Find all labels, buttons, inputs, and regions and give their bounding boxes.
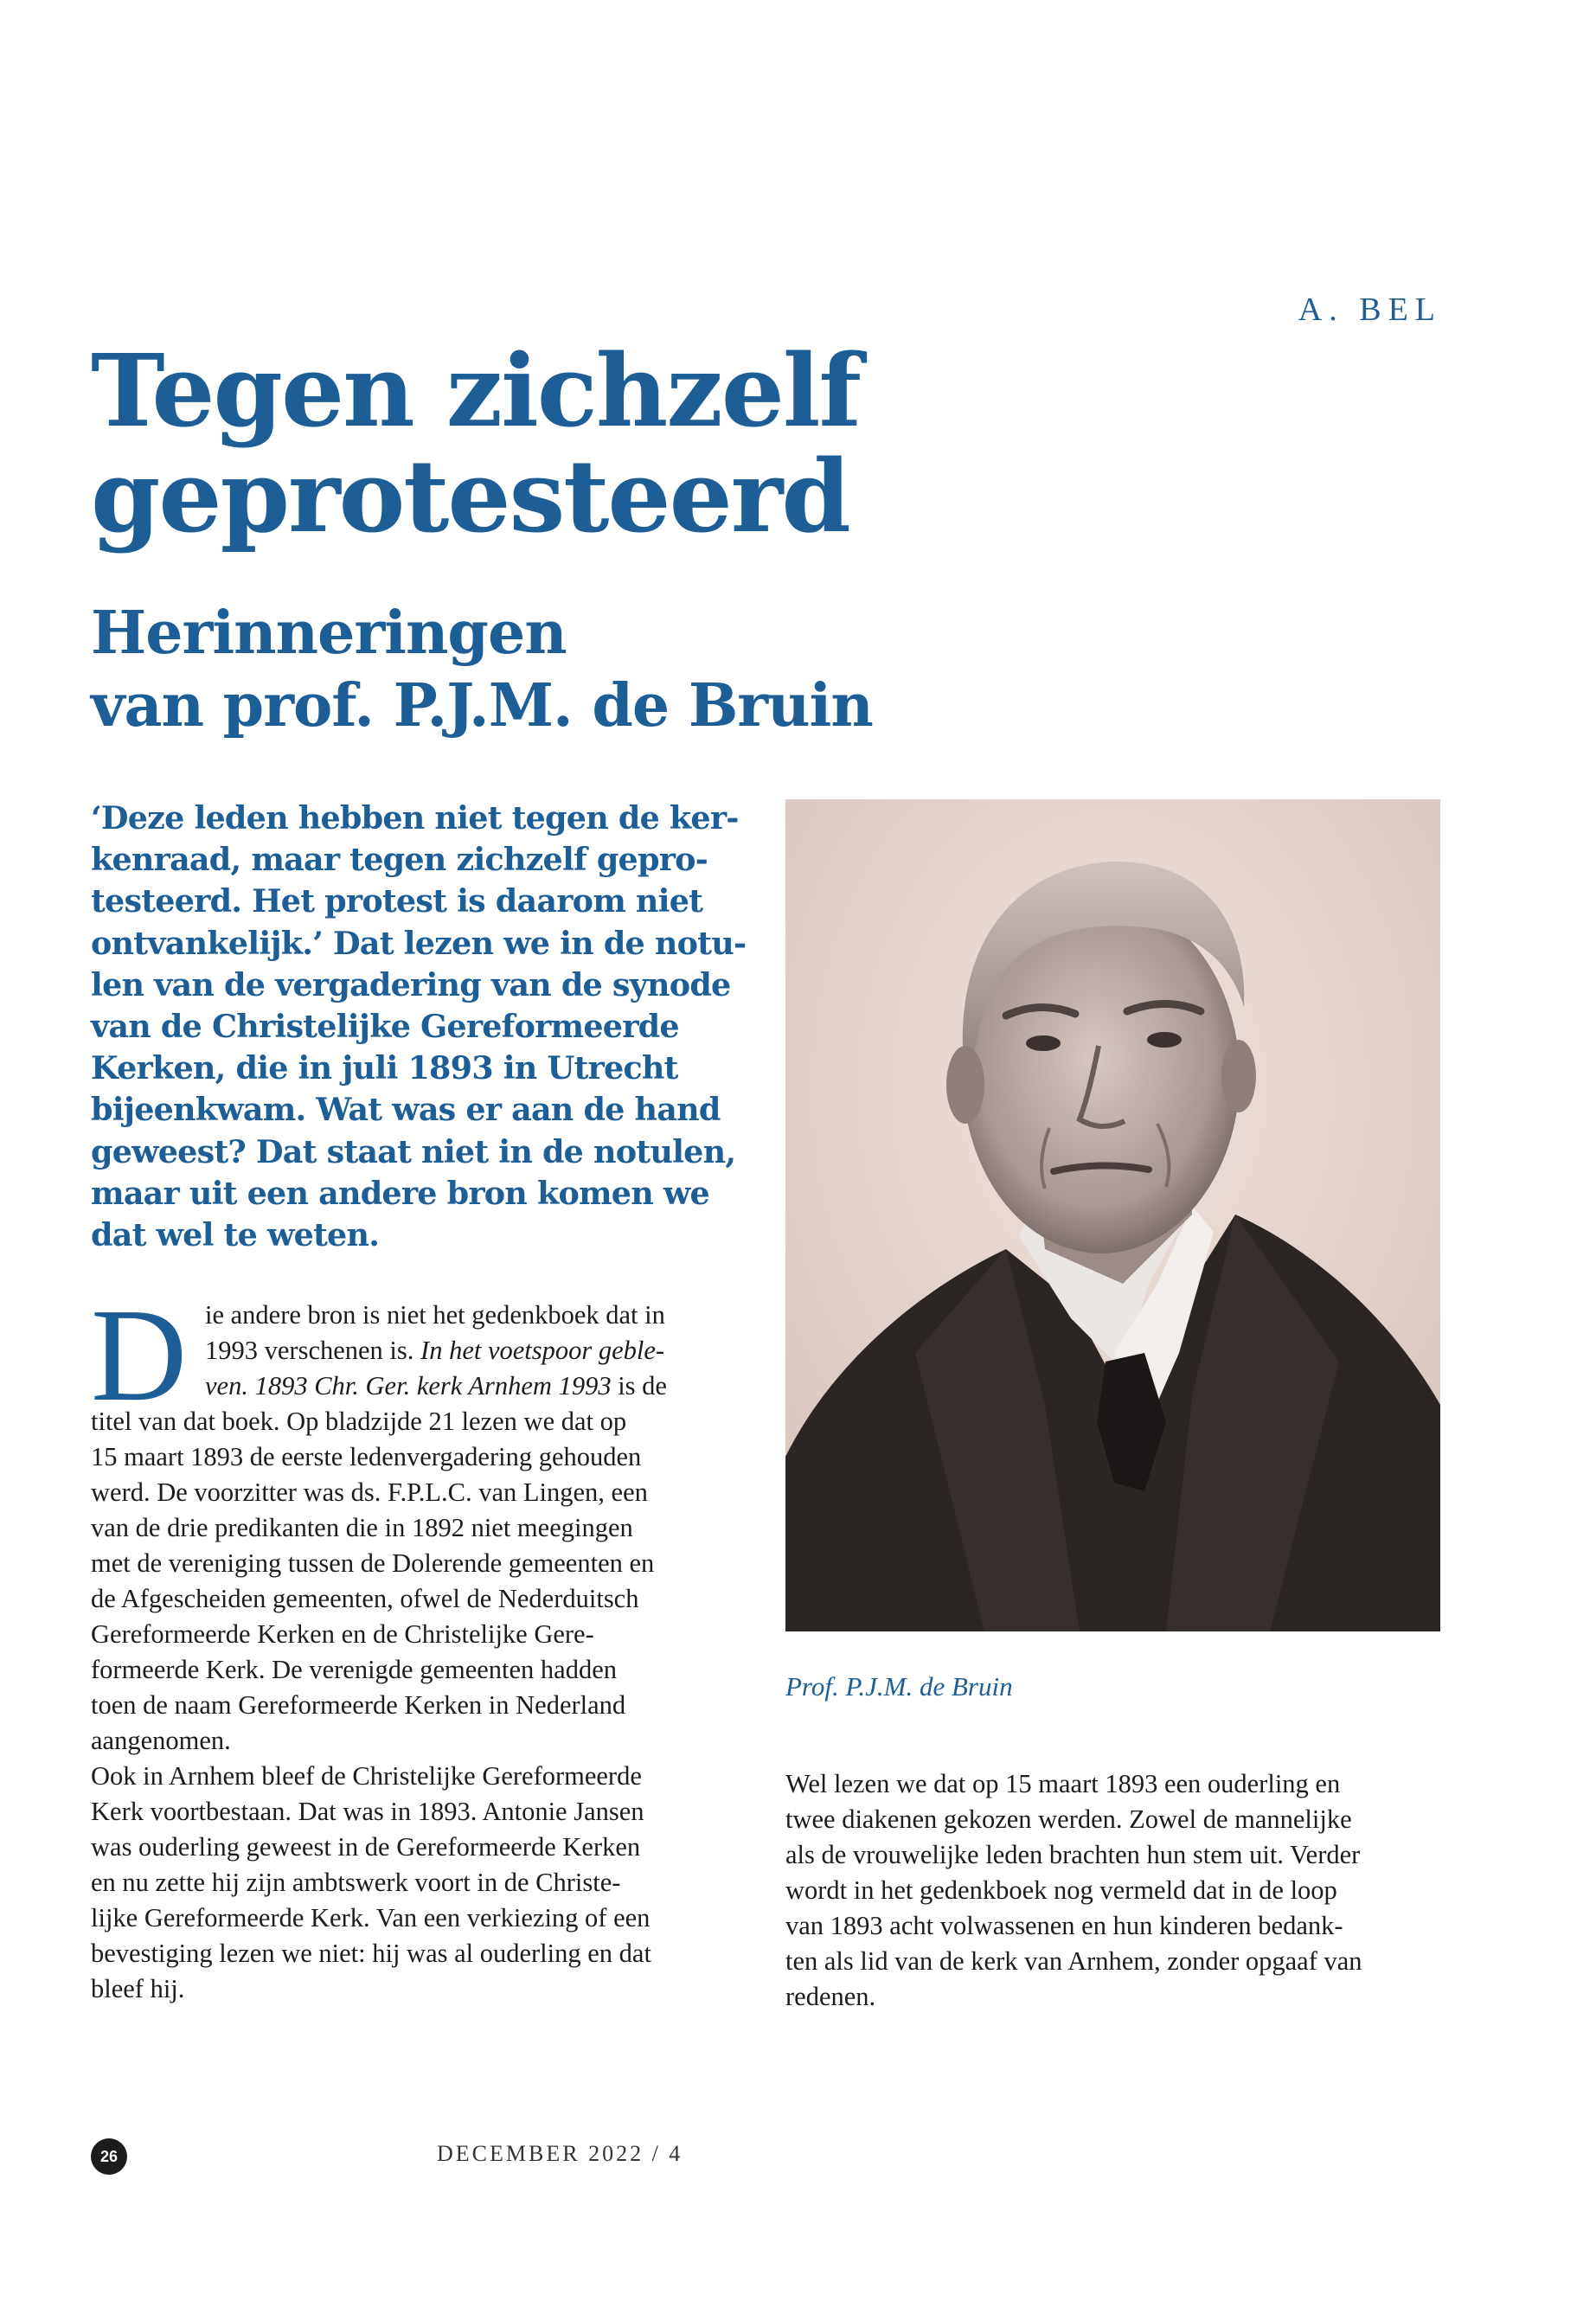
lead-paragraph xyxy=(91,798,748,1256)
title-line-2: geprotesteerd xyxy=(91,439,849,555)
article-subtitle xyxy=(91,597,1129,742)
body-line: redenen. xyxy=(785,1982,876,2011)
issue-label: DECEMBER 2022 / 4 xyxy=(437,2141,683,2166)
body-paragraph-2 xyxy=(91,1759,748,2007)
body-line: titel van dat boek. Op bladzijde 21 lezen we dat op xyxy=(91,1407,627,1436)
body-paragraph-1 xyxy=(91,1298,748,1759)
subtitle-line-2: van prof. P.J.M. de Bruin xyxy=(91,671,873,740)
body-text: is de xyxy=(618,1371,667,1400)
lead-line: Kerken, die in juli 1893 in Utrecht xyxy=(91,1049,678,1087)
portrait-photo xyxy=(785,799,1440,1631)
body-line: wordt in het gedenkboek nog vermeld dat in de loop xyxy=(785,1875,1337,1905)
body-line: 15 maart 1893 de eerste ledenvergadering gehouden xyxy=(91,1442,642,1471)
body-line: ie andere bron is niet het gedenkboek dat in xyxy=(205,1300,665,1330)
body-line: en nu zette hij zijn ambtswerk voort in de Christe- xyxy=(91,1868,621,1897)
title-line-1: Tegen zichzelf xyxy=(91,333,861,450)
body-line: van de drie predikanten die in 1892 niet meegingen xyxy=(91,1513,633,1542)
body-line: werd. De voorzitter was ds. F.P.L.C. van Lingen, een xyxy=(91,1477,648,1507)
lead-line: len van de vergadering van de synode xyxy=(91,965,731,1003)
subtitle-line-1: Herinneringen xyxy=(91,599,567,668)
body-line: de Afgescheiden gemeenten, ofwel de Nederduitsch xyxy=(91,1584,639,1613)
body-column-left xyxy=(91,1298,748,2007)
lead-line: geweest? Dat staat niet in de notulen, xyxy=(91,1132,736,1170)
lead-line: kenraad, maar tegen zichzelf gepro- xyxy=(91,841,708,879)
body-column-right xyxy=(785,1766,1443,2015)
book-title-part: In het voetspoor geble- xyxy=(420,1336,665,1365)
body-text: 1993 verschenen is. xyxy=(205,1336,414,1365)
body-paragraph-3 xyxy=(785,1766,1443,2015)
lead-line: ‘Deze leden hebben niet tegen de ker- xyxy=(91,799,739,836)
body-line: bleef hij. xyxy=(91,1974,185,2003)
article-title xyxy=(91,333,1129,555)
body-line xyxy=(91,1333,748,1368)
book-title-part: ven. 1893 Chr. Ger. kerk Arnhem 1993 xyxy=(205,1371,612,1400)
body-line: aangenomen. xyxy=(91,1726,231,1755)
drop-cap: D xyxy=(91,1282,188,1429)
lead-line: dat wel te weten. xyxy=(91,1216,380,1254)
body-line: met de vereniging tussen de Dolerende gemeenten en xyxy=(91,1548,655,1578)
body-line: twee diakenen gekozen werden. Zowel de mannelijke xyxy=(785,1804,1352,1834)
portrait-illustration xyxy=(785,799,1440,1631)
body-line: toen de naam Gereformeerde Kerken in Nederland xyxy=(91,1690,626,1720)
body-line: formeerde Kerk. De verenigde gemeenten hadden xyxy=(91,1655,618,1684)
lead-line: ontvankelijk.’ Dat lezen we in de notu- xyxy=(91,924,747,962)
body-line: van 1893 acht volwassenen en hun kinderen bedank- xyxy=(785,1911,1343,1940)
body-line: bevestiging lezen we niet: hij was al ouderling en dat xyxy=(91,1939,651,1968)
body-line: als de vrouwelijke leden brachten hun stem uit. Verder xyxy=(785,1840,1361,1869)
body-line: was ouderling geweest in de Gereformeerde Kerken xyxy=(91,1832,641,1862)
lead-line: bijeenkwam. Wat was er aan de hand xyxy=(91,1091,721,1129)
lead-line: van de Christelijke Gereformeerde xyxy=(91,1008,679,1046)
photo-caption: Prof. P.J.M. de Bruin xyxy=(785,1671,1013,1702)
body-line: Wel lezen we dat op 15 maart 1893 een ouderling en xyxy=(785,1769,1341,1798)
lead-line: maar uit een andere bron komen we xyxy=(91,1174,709,1212)
page-number-badge: 26 xyxy=(91,2138,127,2175)
body-line: Gereformeerde Kerken en de Christelijke Gere- xyxy=(91,1619,594,1649)
author-byline: A. BEL xyxy=(1298,292,1442,328)
body-line: lijke Gereformeerde Kerk. Van een verkiezing of een xyxy=(91,1903,651,1932)
body-line xyxy=(91,1368,748,1404)
body-line: Ook in Arnhem bleef de Christelijke Gereformeerde xyxy=(91,1761,642,1791)
body-line: Kerk voortbestaan. Dat was in 1893. Antonie Jansen xyxy=(91,1797,644,1826)
body-line: ten als lid van de kerk van Arnhem, zonder opgaaf van xyxy=(785,1946,1362,1976)
lead-line: testeerd. Het protest is daarom niet xyxy=(91,882,703,920)
